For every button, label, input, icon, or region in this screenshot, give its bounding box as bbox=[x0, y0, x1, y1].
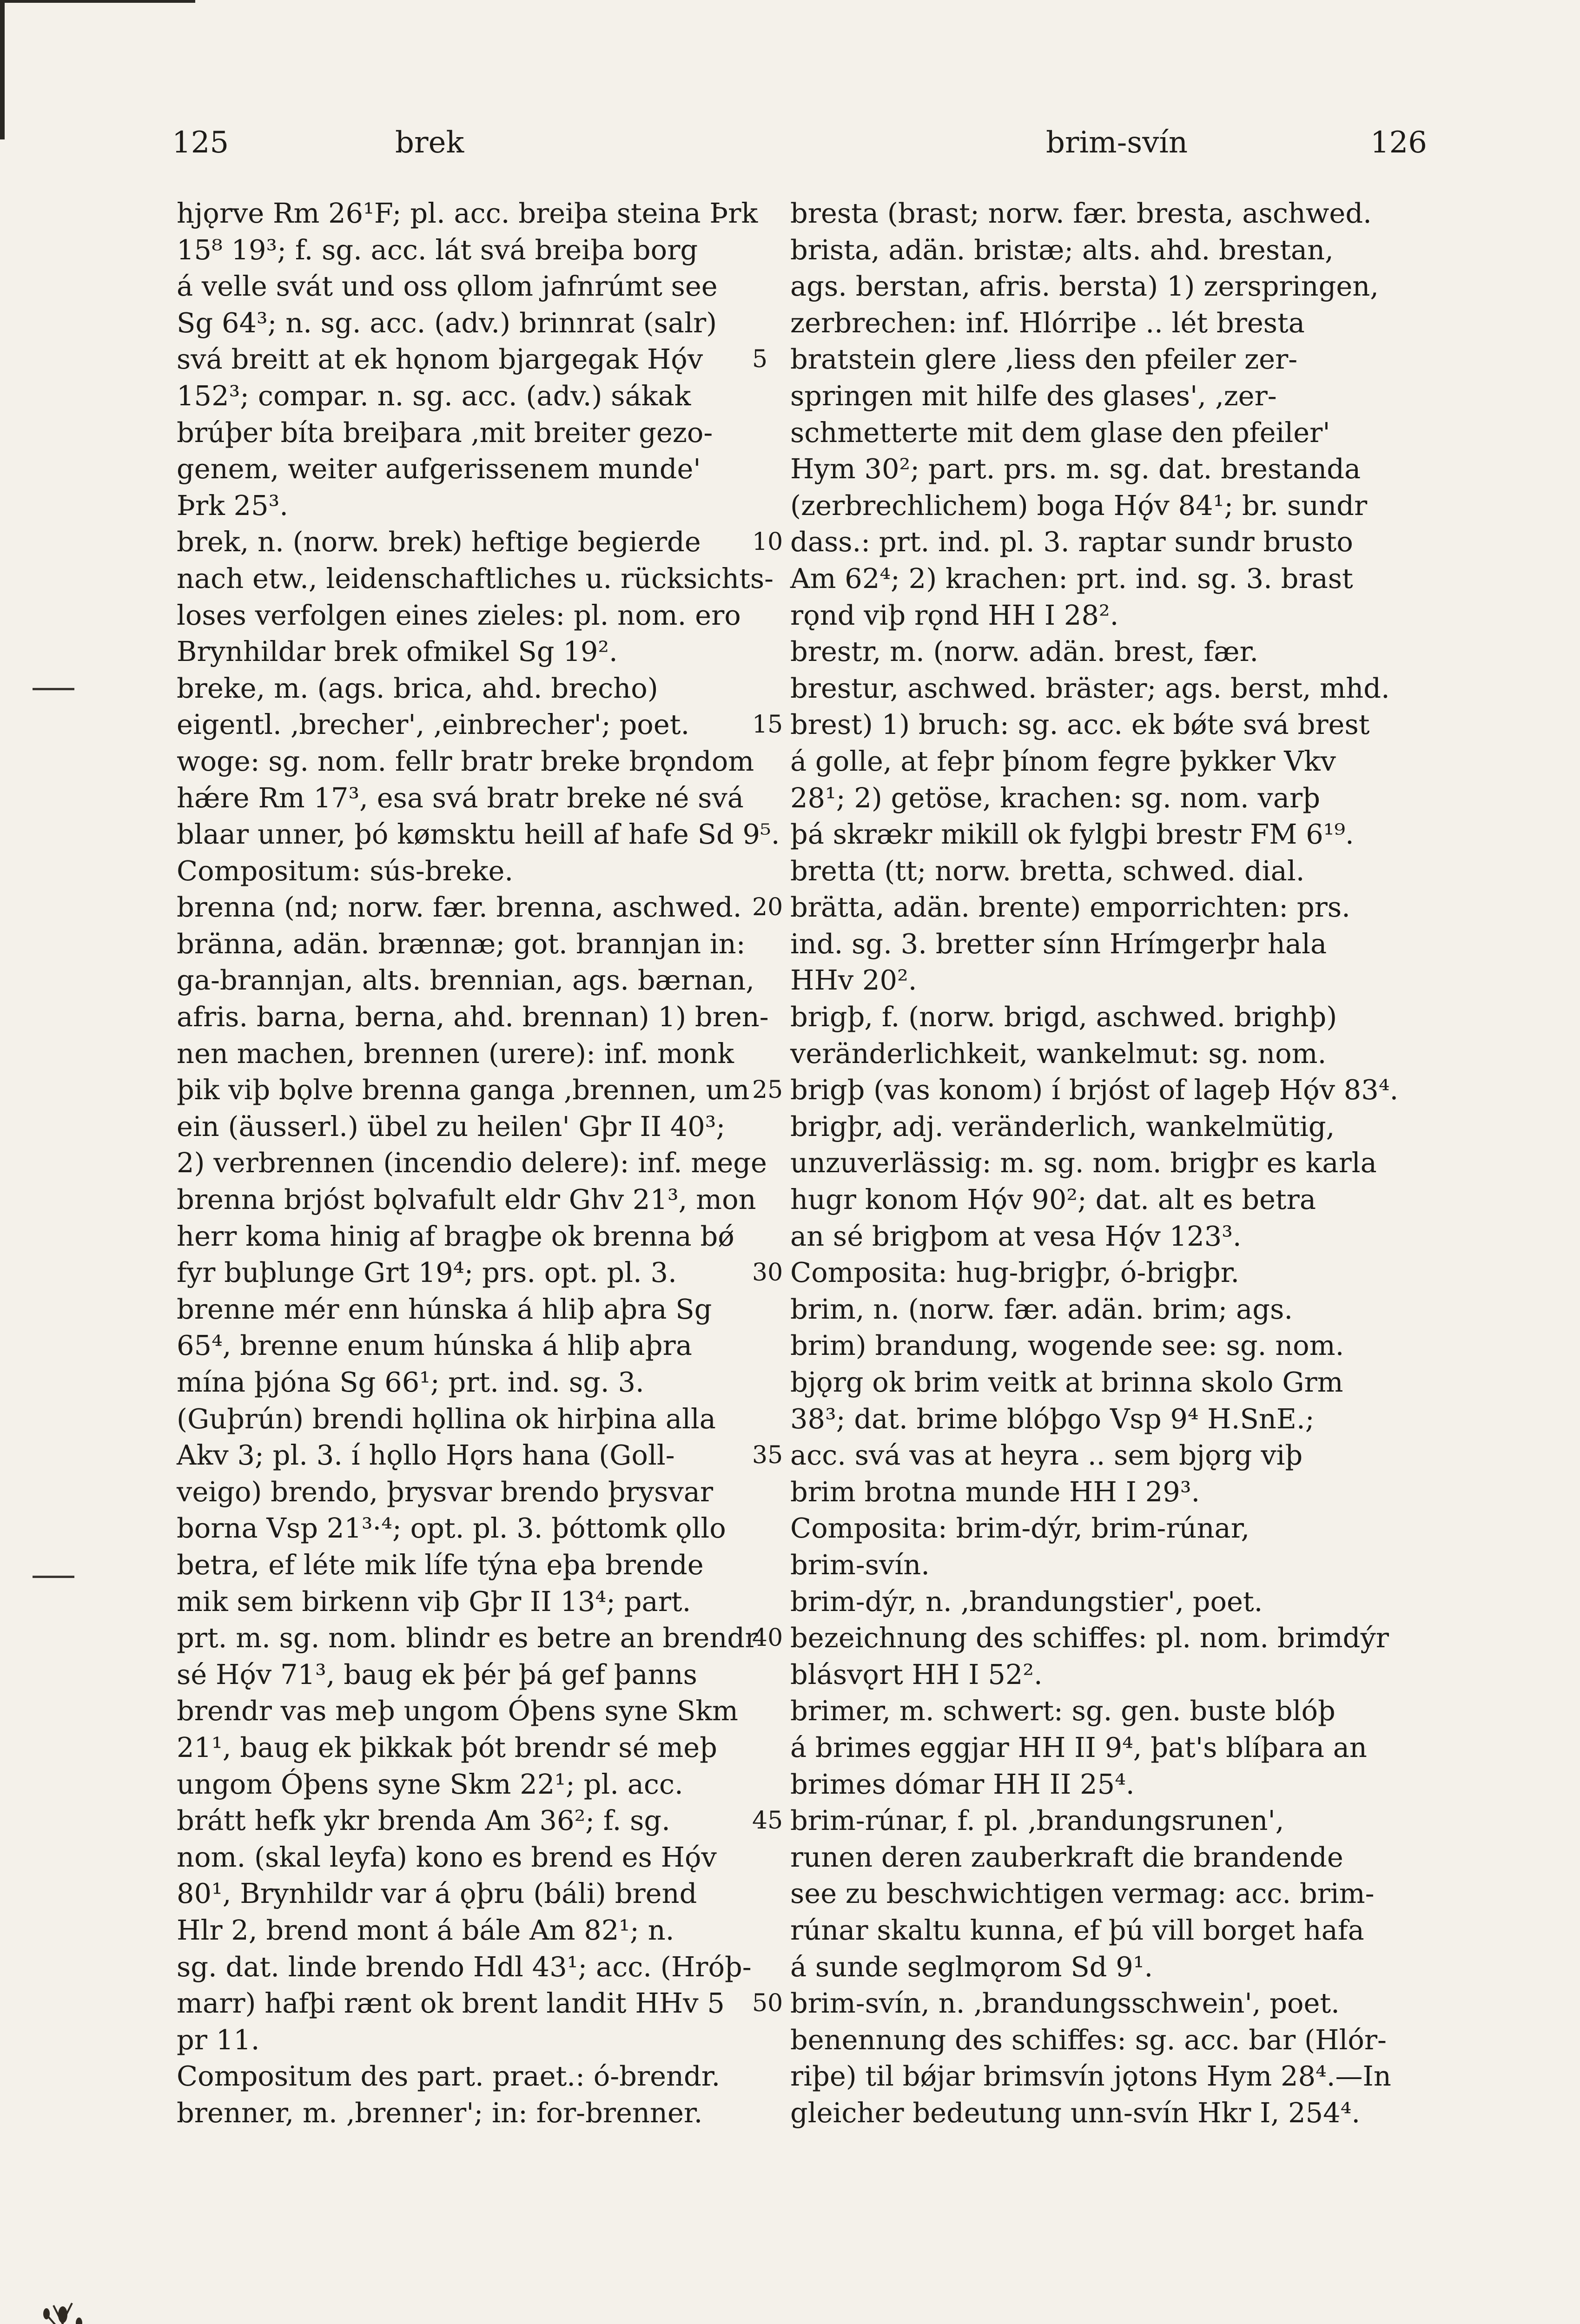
text-line: riþe) til bǿjar brimsvín jǫtons Hym 28⁴.—In bbox=[790, 2060, 1391, 2093]
text-line: eigentl. ‚brecher', ‚einbrecher'; poet. bbox=[177, 708, 690, 741]
text-line: brek, n. (norw. brek) heftige begierde bbox=[177, 526, 701, 558]
text-line: brimer, m. schwert: sg. gen. buste blóþ bbox=[790, 1695, 1335, 1727]
text-line: brenna brjóst bǫlvafult eldr Ghv 21³, mon bbox=[177, 1183, 756, 1216]
text-line: genem, weiter aufgerissenem munde' bbox=[177, 453, 701, 485]
text-line: ga-brannjan, alts. brennian, ags. bærnan, bbox=[177, 964, 755, 997]
text-line: sg. dat. linde brendo Hdl 43¹; acc. (Hróþ- bbox=[177, 1950, 752, 1983]
text-line: herr koma hinig af bragþe ok brenna bǿ bbox=[177, 1220, 734, 1252]
text-line: rúnar skaltu kunna, ef þú vill borget hafa bbox=[790, 1914, 1364, 1946]
running-head-left: brek bbox=[395, 125, 464, 160]
right-column bbox=[790, 195, 1399, 2131]
text-line: Composita: hug-brigþr, ó-brigþr. bbox=[790, 1256, 1240, 1289]
plant-fragment-image bbox=[33, 2264, 93, 2324]
text-line: mik sem birkenn viþ Gþr II 13⁴; part. bbox=[177, 1585, 691, 1618]
text-line: brim, n. (norw. fær. adän. brim; ags. bbox=[790, 1293, 1293, 1325]
text-line: blásvǫrt HH I 52². bbox=[790, 1658, 1043, 1690]
text-line: bjǫrg ok brim veitk at brinna skolo Grm bbox=[790, 1366, 1343, 1398]
text-line: gleicher bedeutung unn-svín Hkr I, 254⁴. bbox=[790, 2096, 1361, 2129]
text-line: Hlr 2, brend mont á bále Am 82¹; n. bbox=[177, 1914, 674, 1946]
text-line: á sunde seglmǫrom Sd 9¹. bbox=[790, 1950, 1153, 1983]
text-line: schmetterte mit dem glase den pfeiler' bbox=[790, 416, 1330, 449]
text-line: brestur, aschwed. bräster; ags. berst, mhd. bbox=[790, 672, 1390, 704]
text-line: ein (äusserl.) übel zu heilen' Gþr II 40³; bbox=[177, 1110, 726, 1142]
text-line: svá breitt at ek hǫnom bjargegak Hǫ́v bbox=[177, 343, 703, 376]
text-line: Compositum des part. praet.: ó-brendr. bbox=[177, 2060, 721, 2093]
text-line: springen mit hilfe des glases', ‚zer- bbox=[790, 379, 1277, 412]
text-line: veränderlichkeit, wankelmut: sg. nom. bbox=[790, 1037, 1327, 1070]
text-line: marr) hafþi rænt ok brent landit HHv 5 bbox=[177, 1987, 725, 2020]
text-line: dass.: prt. ind. pl. 3. raptar sundr brusto bbox=[790, 526, 1353, 558]
text-line: brenner, m. ‚brenner'; in: for-brenner. bbox=[177, 2096, 703, 2129]
page-number-left: 125 bbox=[172, 125, 229, 160]
text-line: Sg 64³; n. sg. acc. (adv.) brinnrat (salr) bbox=[177, 306, 717, 339]
text-line: 28¹; 2) getöse, krachen: sg. nom. varþ bbox=[790, 781, 1321, 814]
text-line: HHv 20². bbox=[790, 964, 917, 997]
line-number: 50 bbox=[752, 1989, 783, 2018]
text-line: á brimes eggjar HH II 9⁴, þat's blíþara an bbox=[790, 1731, 1367, 1763]
text-line: (zerbrechlichem) boga Hǫ́v 84¹; br. sundr bbox=[790, 489, 1368, 522]
text-line: pr 11. bbox=[177, 2023, 260, 2056]
text-line: á velle svát und oss ǫllom jafnrúmt see bbox=[177, 270, 718, 303]
margin-tick bbox=[33, 1576, 74, 1578]
text-line: bratstein glere ‚liess den pfeiler zer- bbox=[790, 343, 1298, 376]
text-line: nom. (skal leyfa) kono es brend es Hǫ́v bbox=[177, 1841, 717, 1873]
text-line: bresta (brast; norw. fær. bresta, aschwed. bbox=[790, 197, 1372, 229]
text-line: brigþ, f. (norw. brigd, aschwed. brighþ) bbox=[790, 1001, 1337, 1033]
corner-scan-mark bbox=[0, 0, 195, 9]
text-line: brim) brandung, wogende see: sg. nom. bbox=[790, 1329, 1344, 1362]
text-line: 15⁸ 19³; f. sg. acc. lát svá breiþa borg bbox=[177, 233, 698, 266]
text-line: betra, ef léte mik lífe týna eþa brende bbox=[177, 1548, 704, 1581]
line-number: 20 bbox=[752, 893, 783, 922]
margin-tick bbox=[33, 688, 74, 690]
text-line: brim-svín, n. ‚brandungsschwein', poet. bbox=[790, 1987, 1340, 2020]
text-line: woge: sg. nom. fellr bratr breke brǫndom bbox=[177, 745, 754, 777]
text-line: brim-svín. bbox=[790, 1548, 930, 1581]
text-line: (Guþrún) brendi hǫllina ok hirþina alla bbox=[177, 1402, 716, 1435]
line-number: 30 bbox=[752, 1259, 783, 1287]
text-line: hugr konom Hǫ́v 90²; dat. alt es betra bbox=[790, 1183, 1316, 1216]
text-line: þik viþ bǫlve brenna ganga ‚brennen, um bbox=[177, 1074, 750, 1106]
text-line: ungom Óþens syne Skm 22¹; pl. acc. bbox=[177, 1768, 683, 1800]
page-number-right: 126 bbox=[1370, 125, 1427, 160]
text-line: hǽre Rm 17³, esa svá bratr breke né svá bbox=[177, 781, 744, 814]
text-line: brätta, adän. brente) emporrichten: prs. bbox=[790, 891, 1350, 924]
text-line: unzuverlässig: m. sg. nom. brigþr es karla bbox=[790, 1147, 1377, 1179]
text-line: ind. sg. 3. bretter sínn Hrímgerþr hala bbox=[790, 927, 1327, 960]
line-number: 25 bbox=[752, 1076, 783, 1104]
text-line: Compositum: sús-breke. bbox=[177, 854, 514, 887]
running-head-right: brim-svín bbox=[1046, 125, 1188, 160]
text-line: zerbrechen: inf. Hlórriþe .. lét bresta bbox=[790, 306, 1305, 339]
text-line: brúþer bíta breiþara ‚mit breiter gezo- bbox=[177, 416, 713, 449]
text-line: brest) 1) bruch: sg. acc. ek bǿte svá brest bbox=[790, 708, 1370, 741]
text-line: brestr, m. (norw. adän. brest, fær. bbox=[790, 635, 1259, 668]
text-line: bretta (tt; norw. bretta, schwed. dial. bbox=[790, 854, 1305, 887]
text-line: ags. berstan, afris. bersta) 1) zerspringen, bbox=[790, 270, 1379, 303]
text-line: Þrk 25³. bbox=[177, 489, 289, 522]
text-line: brista, adän. bristæ; alts. ahd. brestan, bbox=[790, 233, 1334, 266]
text-line: see zu beschwichtigen vermag: acc. brim- bbox=[790, 1877, 1375, 1910]
text-line: nen machen, brennen (urere): inf. monk bbox=[177, 1037, 734, 1070]
line-number: 5 bbox=[752, 345, 768, 374]
text-line: þá skrækr mikill ok fylgþi brestr FM 6¹⁹. bbox=[790, 818, 1354, 851]
text-line: brim-dýr, n. ‚brandungstier', poet. bbox=[790, 1585, 1263, 1618]
text-line: brim-rúnar, f. pl. ‚brandungsrunen', bbox=[790, 1804, 1284, 1837]
text-line: brigþr, adj. veränderlich, wankelmütig, bbox=[790, 1110, 1335, 1142]
text-line: mína þjóna Sg 66¹; prt. ind. sg. 3. bbox=[177, 1366, 644, 1398]
text-line: 65⁴, brenne enum húnska á hliþ aþra bbox=[177, 1329, 692, 1362]
line-number: 40 bbox=[752, 1624, 783, 1652]
text-line: breke, m. (ags. brica, ahd. brecho) bbox=[177, 672, 658, 704]
text-line: borna Vsp 21³·⁴; opt. pl. 3. þóttomk ǫllo bbox=[177, 1512, 726, 1545]
text-line: brenne mér enn húnska á hliþ aþra Sg bbox=[177, 1293, 712, 1325]
text-line: fyr buþlunge Grt 19⁴; prs. opt. pl. 3. bbox=[177, 1256, 677, 1289]
text-line: brendr vas meþ ungom Óþens syne Skm bbox=[177, 1695, 739, 1727]
line-number: 15 bbox=[752, 711, 783, 739]
text-line: 38³; dat. brime blóþgo Vsp 9⁴ H.SnE.; bbox=[790, 1402, 1315, 1435]
text-line: sé Hǫ́v 71³, baug ek þér þá gef þanns bbox=[177, 1658, 697, 1690]
text-line: brim brotna munde HH I 29³. bbox=[790, 1475, 1200, 1508]
text-line: acc. svá vas at heyra .. sem bjǫrg viþ bbox=[790, 1439, 1303, 1472]
text-line: Am 62⁴; 2) krachen: prt. ind. sg. 3. brast bbox=[790, 562, 1353, 594]
line-number: 45 bbox=[752, 1807, 783, 1835]
text-line: 80¹, Brynhildr var á ǫþru (báli) brend bbox=[177, 1877, 697, 1910]
text-line: brimes dómar HH II 25⁴. bbox=[790, 1768, 1135, 1800]
text-line: an sé brigþom at vesa Hǫ́v 123³. bbox=[790, 1220, 1242, 1252]
text-line: Akv 3; pl. 3. í hǫllo Hǫrs hana (Goll- bbox=[177, 1439, 675, 1472]
text-line: bezeichnung des schiffes: pl. nom. brimdýr bbox=[790, 1622, 1389, 1654]
text-line: veigo) brendo, þrysvar brendo þrysvar bbox=[177, 1475, 714, 1508]
edge-scan-mark bbox=[0, 0, 5, 139]
text-line: bränna, adän. brænnæ; got. brannjan in: bbox=[177, 927, 746, 960]
text-line: brenna (nd; norw. fær. brenna, aschwed. bbox=[177, 891, 742, 924]
text-line: 152³; compar. n. sg. acc. (adv.) sákak bbox=[177, 379, 691, 412]
text-line: brigþ (vas konom) í brjóst of lageþ Hǫ́v 83⁴. bbox=[790, 1074, 1399, 1106]
text-line: 21¹, baug ek þikkak þót brendr sé meþ bbox=[177, 1731, 717, 1763]
text-line: loses verfolgen eines zieles: pl. nom. ero bbox=[177, 599, 741, 631]
text-line: blaar unner, þó kømsktu heill af hafe Sd 9⁵. bbox=[177, 818, 780, 851]
line-number: 10 bbox=[752, 528, 783, 556]
text-line: á golle, at feþr þínom fegre þykker Vkv bbox=[790, 745, 1336, 777]
text-line: brátt hefk ykr brenda Am 36²; f. sg. bbox=[177, 1804, 670, 1837]
line-number: 35 bbox=[752, 1441, 783, 1470]
text-line: 2) verbrennen (incendio delere): inf. mege bbox=[177, 1147, 767, 1179]
text-line: prt. m. sg. nom. blindr es betre an brendr bbox=[177, 1622, 758, 1654]
text-line: benennung des schiffes: sg. acc. bar (Hlór- bbox=[790, 2023, 1387, 2056]
page-header bbox=[172, 125, 1427, 177]
text-line: runen deren zauberkraft die brandende bbox=[790, 1841, 1343, 1873]
text-line: rǫnd viþ rǫnd HH I 28². bbox=[790, 599, 1119, 631]
text-line: nach etw., leidenschaftliches u. rücksichts- bbox=[177, 562, 774, 594]
text-line: Hym 30²; part. prs. m. sg. dat. brestanda bbox=[790, 453, 1361, 485]
text-line: Brynhildar brek ofmikel Sg 19². bbox=[177, 635, 618, 668]
text-line: hjǫrve Rm 26¹F; pl. acc. breiþa steina Þrk bbox=[177, 197, 758, 229]
text-line: Composita: brim-dýr, brim-rúnar, bbox=[790, 1512, 1250, 1545]
text-line: afris. barna, berna, ahd. brennan) 1) bren- bbox=[177, 1001, 769, 1033]
